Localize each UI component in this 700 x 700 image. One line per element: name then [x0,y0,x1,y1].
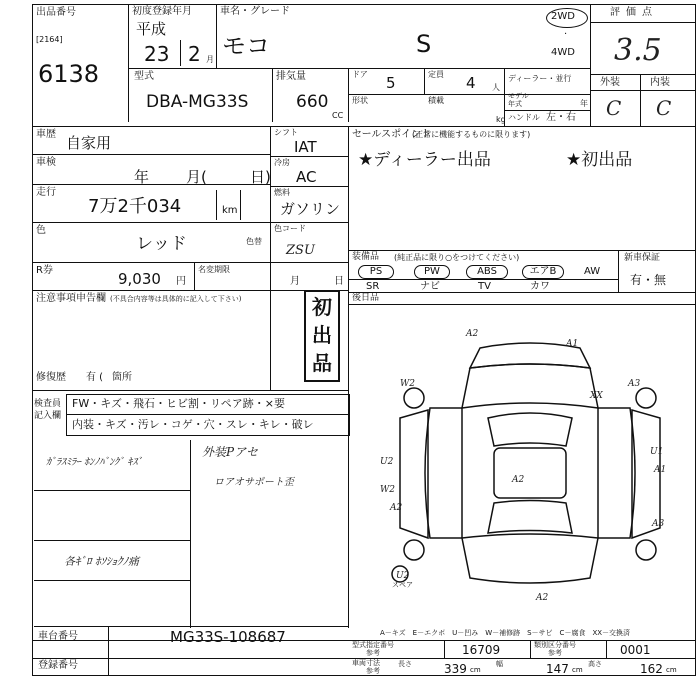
rego-month: 月 [290,276,300,287]
dim-label: 車両寸法 [352,659,380,667]
r-label: R券 [36,265,53,276]
check-label: 検査員 記入欄 [34,399,62,421]
color-label: 色 [36,225,46,236]
model-label: 型式 [134,71,154,82]
repair-value: 有 ( [86,372,104,383]
disp: 660 [296,92,329,112]
mileage-label: 走行 [36,187,56,198]
door-label: ドア [352,70,368,79]
reg-year: 23 [144,42,170,66]
inspector-note-2: 各ｷﾞﾛ ﾎｿｼｮｸﾉ痛 [64,555,139,568]
disp-unit: CC [332,111,344,120]
ac: AC [296,168,317,186]
reg-no-label: 登録番号 [38,660,78,671]
mark-14: A2 [536,593,549,603]
wid-unit: cm [572,666,583,674]
cap-label: 定員 [428,70,444,79]
dealer-label: ディーラー・並行 [508,74,572,83]
shift-label: シフト [274,128,298,137]
new-car-label: 新車保証 [624,253,661,263]
notes-label: 注意事項申告欄 [36,293,106,304]
rego-day: 日 [334,276,344,287]
cap-unit: 人 [492,83,500,92]
equip-pw-label: PW [424,266,440,277]
capacity: 4 [466,74,476,92]
check-line1: FW・キズ・飛石・ヒビ割・リペア跡・×要 [72,397,285,410]
mark-3: W2 [400,379,415,389]
class-label: 類別区分番号 [534,641,576,649]
dim-sub: 参考 [366,667,380,675]
wid-label: 幅 [496,660,503,668]
inspection-label: 車検 [36,157,56,168]
yen-unit: 円 [176,276,186,287]
len-label: 長さ [398,660,412,668]
equipment-label: 装備品 [352,252,380,262]
load-label: 積載 [428,96,444,105]
equip-tv: TV [478,281,491,292]
handle-value: 左・右 [546,112,576,123]
annot-ext2: ロアオサポート歪 [214,477,294,488]
mark-8: A1 [654,465,667,475]
history: 自家用 [66,134,112,152]
mileage: 7万2千034 [88,196,182,217]
len: 339 [444,662,467,676]
car-diagram [370,338,690,598]
rego-label: 名変期限 [198,265,230,274]
repair-unit: 箇所 [112,372,132,383]
class-sub: 参考 [548,649,562,657]
equip-airbag [522,265,564,279]
insp-year: 年 [134,168,150,186]
first-listing-stamp [304,290,340,382]
wid: 147 [546,662,569,676]
int-label: 内装 [650,77,670,88]
insp-day: 日) [250,168,271,186]
sales-point-1: ★ディーラー出品 [358,150,491,170]
lot-number: 6138 [38,60,100,88]
mark-2: A1 [566,339,579,349]
legend: A－キズ E－エクボ U－凹み W－補修跡 S－サビ C－腐食 XX－交換済 [380,629,631,637]
sales-sub: (正常に機能するものに限ります) [412,130,531,139]
mark-4: A3 [628,379,641,389]
doors: 5 [386,74,396,92]
lot-sub: [2164] [36,35,63,44]
mark-6: XX [590,391,603,401]
ac-label: 冷房 [274,158,290,167]
equip-ps [358,265,394,279]
grade: S [416,30,432,58]
score-label: 評価点 [610,7,658,18]
check-line2: 内装・キズ・汚レ・コゲ・穴・スレ・キレ・破レ [72,418,314,431]
guarantee: 有・無 [630,273,667,287]
type-no: 16709 [462,643,501,657]
mark-10: W2 [380,485,395,495]
km-unit: km [222,205,238,216]
reg-month: 2 [188,42,201,66]
r-amount: 9,030 [118,270,161,288]
colorcode: ZSU [286,243,315,258]
len-unit: cm [470,666,481,674]
equip-navi: ナビ [420,281,440,292]
history-label: 車歴 [36,129,56,140]
class-no: 0001 [620,643,651,657]
disp-label: 排気量 [276,71,306,82]
equip-leather: カワ [530,281,550,292]
hei: 162 [640,662,663,676]
ext-label: 外装 [600,77,620,88]
first-listing-text: 初出品 [312,295,332,375]
color: レッド [136,234,187,254]
drive-dot: · [564,29,568,40]
month-unit: 月 [206,55,214,64]
rear-label: 後日品 [352,293,380,303]
color-change: 色替 [246,237,262,246]
int-grade: C [656,96,672,120]
shape-label: 形状 [352,96,368,105]
shift: IAT [294,138,317,156]
hei-label: 高さ [588,660,602,668]
annot-ext: 外装Pアセ [202,445,258,459]
repair-label: 修復歴 [36,372,66,383]
mark-13: U2 [396,571,410,581]
equip-aw: AW [584,266,601,277]
mark-1: A2 [466,329,479,339]
chassis: MG33S-108687 [170,628,286,646]
equip-sr: SR [366,281,380,292]
equip-abs-label: ABS [477,266,497,277]
handle-label: ハンドル [508,113,540,122]
equip-pw [414,265,450,279]
notes-sub: (不具合内容等は具体的に記入して下さい) [110,295,242,303]
era: 平成 [136,20,167,38]
car-label: 車名・グレード [220,6,290,17]
type-label: 型式指定番号 [352,641,394,649]
year-unit: 年 [580,99,588,108]
reg-label: 初度登録年月 [132,6,192,17]
equipment-sub: (純正品に限り○をつけてください) [394,253,520,262]
kg-unit: kg [496,115,506,124]
hei-unit: cm [666,666,677,674]
mark-12: A3 [652,519,665,529]
modelyear-label: モデル 年式 [508,92,529,108]
drive-2wd: 2WD [551,11,575,22]
colorcode-label: 色コード [274,224,306,233]
equip-ps-label: PS [369,266,383,277]
lot-label: 出品番号 [36,7,76,18]
mark-5: U2 [380,457,394,467]
insp-month: 月( [186,168,207,186]
fuel: ガソリン [280,200,341,218]
score: 3.5 [614,33,662,68]
ext-grade: C [606,96,622,120]
sales-label: セールスポイント [352,129,432,140]
type-sub: 参考 [366,649,380,657]
drive-4wd: 4WD [551,47,575,58]
car-name: モコ [222,32,270,60]
equip-airbag-label: エアB [529,266,557,277]
inspector-note-1: ｶﾞﾗｽﾐﾗｰ ﾎﾝﾉﾊﾞﾝｸﾞ ｷｽﾞ [46,457,143,468]
model: DBA-MG33S [146,92,249,112]
chassis-label: 車台番号 [38,631,78,642]
mark-9: A2 [512,475,525,485]
spare-label: スペア [392,581,413,589]
equip-abs [466,265,508,279]
mark-7: U1 [650,447,664,457]
sales-point-2: ★初出品 [566,150,633,170]
mark-11: A2 [390,503,403,513]
fuel-label: 燃料 [274,188,290,197]
